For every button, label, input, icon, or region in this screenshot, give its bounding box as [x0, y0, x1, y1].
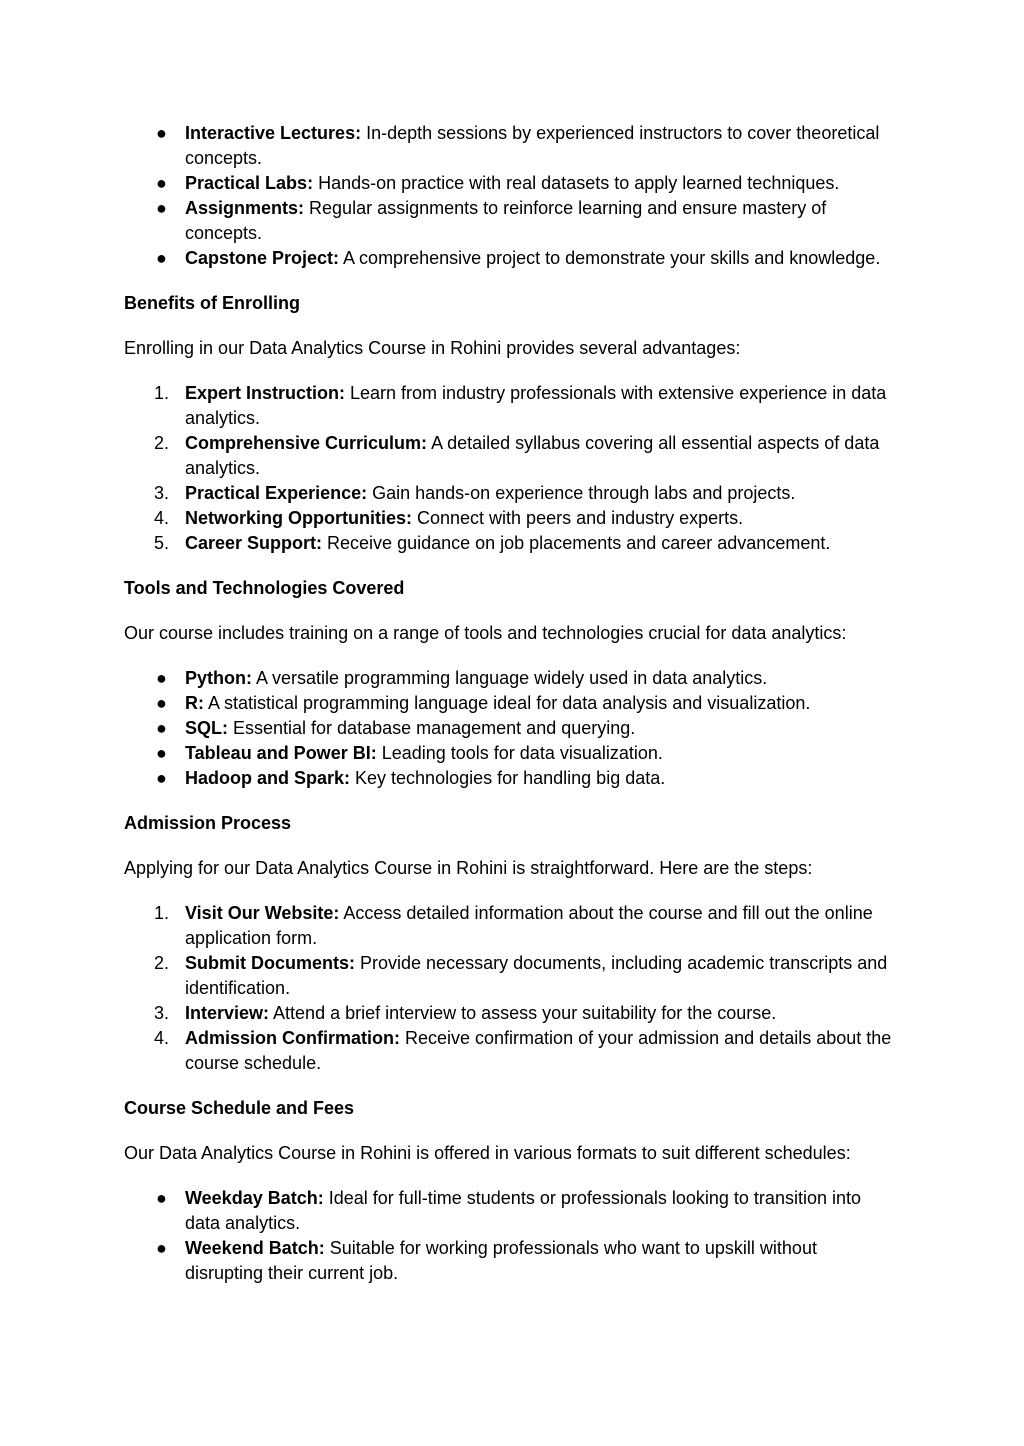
list-item: [124, 766, 900, 791]
list-item-text: In-depth sessions by experienced instructors to cover theoretical concepts.: [185, 123, 880, 168]
list-item-text: Suitable for working professionals who want to upskill without disrupting their current job.: [185, 1238, 817, 1283]
list-item-term: Assignments:: [185, 198, 305, 218]
list-number: 3.: [154, 483, 170, 503]
list-item-body: [185, 1186, 899, 1236]
list-item-term: Weekday Batch:: [185, 1188, 324, 1208]
bullet-marker: ●: [156, 123, 167, 143]
list-item: [124, 691, 900, 716]
admission-intro: Applying for our Data Analytics Course in Rohini is straightforward. Here are the steps:: [124, 858, 813, 878]
list-item-text: Attend a brief interview to assess your suitability for the course.: [269, 1003, 777, 1023]
list-item-body: [185, 121, 899, 171]
list-item: [124, 196, 900, 246]
list-number: 1.: [154, 383, 170, 403]
list-item-text: A versatile programming language widely used in data analytics.: [252, 668, 768, 688]
list-item-term: SQL:: [185, 718, 228, 738]
list-item-body: [185, 901, 899, 951]
list-item-term: R:: [185, 693, 204, 713]
list-item-text: A statistical programming language ideal for data analysis and visualization.: [204, 693, 811, 713]
bullet-marker: ●: [156, 693, 167, 713]
list-item-text: A detailed syllabus covering all essential aspects of data analytics.: [185, 433, 880, 478]
list-item-body: [185, 431, 899, 481]
list-item-term: Practical Labs:: [185, 173, 314, 193]
tools-list: [124, 666, 900, 791]
list-item-body: [185, 691, 899, 716]
list-item-term: Practical Experience:: [185, 483, 368, 503]
list-item-text: Connect with peers and industry experts.: [412, 508, 744, 528]
list-item: [124, 901, 900, 951]
list-item-body: [185, 741, 899, 766]
list-item: [124, 381, 900, 431]
list-item-text: Access detailed information about the course and fill out the online application form.: [185, 903, 873, 948]
list-item-body: [185, 381, 899, 431]
list-item-body: [185, 506, 899, 531]
list-item-term: Admission Confirmation:: [185, 1028, 400, 1048]
list-item: [124, 121, 900, 171]
schedule-list: [124, 1186, 900, 1286]
list-item-body: [185, 171, 899, 196]
list-item: [124, 1001, 900, 1026]
list-item-text: Leading tools for data visualization.: [376, 743, 663, 763]
list-item: [124, 171, 900, 196]
list-item-body: [185, 666, 899, 691]
list-item-term: Comprehensive Curriculum:: [185, 433, 428, 453]
list-item-body: [185, 196, 899, 246]
list-item: [124, 246, 900, 271]
bullet-marker: ●: [156, 1238, 167, 1258]
list-item-text: Provide necessary documents, including academic transcripts and identification.: [185, 953, 888, 998]
list-item-term: Submit Documents:: [185, 953, 356, 973]
bullet-marker: ●: [156, 1188, 167, 1208]
list-number: 3.: [154, 1003, 170, 1023]
bullet-marker: ●: [156, 248, 167, 268]
list-item: [124, 1026, 900, 1076]
list-item-body: [185, 531, 899, 556]
list-item-text: Receive confirmation of your admission and details about the course schedule.: [185, 1028, 892, 1073]
list-number: 4.: [154, 1028, 170, 1048]
list-item-text: A comprehensive project to demonstrate your skills and knowledge.: [339, 248, 881, 268]
section-heading-tools: Tools and Technologies Covered: [124, 578, 405, 598]
bullet-marker: ●: [156, 743, 167, 763]
list-number: 5.: [154, 533, 170, 553]
benefits-list: [124, 381, 900, 556]
admission-steps-list: [124, 901, 900, 1076]
list-item-text: Key technologies for handling big data.: [350, 768, 666, 788]
list-item-text: Gain hands-on experience through labs and projects.: [367, 483, 796, 503]
list-item-term: Interview:: [185, 1003, 270, 1023]
list-item: [124, 431, 900, 481]
bullet-marker: ●: [156, 198, 167, 218]
list-item-text: Learn from industry professionals with extensive experience in data analytics.: [185, 383, 887, 428]
list-item-term: Capstone Project:: [185, 248, 340, 268]
list-number: 4.: [154, 508, 170, 528]
list-item: [124, 1236, 900, 1286]
bullet-marker: ●: [156, 718, 167, 738]
list-item-text: Ideal for full-time students or professionals looking to transition into data analytics.: [185, 1188, 861, 1233]
list-item-body: [185, 1236, 899, 1286]
list-item-term: Career Support:: [185, 533, 323, 553]
section-heading-schedule: Course Schedule and Fees: [124, 1098, 355, 1118]
bullet-marker: ●: [156, 768, 167, 788]
list-item-body: [185, 1026, 899, 1076]
section-heading-benefits: Benefits of Enrolling: [124, 293, 301, 313]
list-item-term: Networking Opportunities:: [185, 508, 412, 528]
list-item-text: Regular assignments to reinforce learning and ensure mastery of concepts.: [185, 198, 827, 243]
list-number: 2.: [154, 433, 170, 453]
list-number: 2.: [154, 953, 170, 973]
list-item-term: Interactive Lectures:: [185, 123, 362, 143]
list-item-body: [185, 766, 899, 791]
tools-intro: Our course includes training on a range of tools and technologies crucial for data analytics:: [124, 623, 847, 643]
schedule-intro: Our Data Analytics Course in Rohini is offered in various formats to suit different schedules:: [124, 1143, 851, 1163]
benefits-intro: Enrolling in our Data Analytics Course in Rohini provides several advantages:: [124, 338, 741, 358]
list-item-term: Python:: [185, 668, 252, 688]
section-heading-admission: Admission Process: [124, 813, 292, 833]
list-item-body: [185, 1001, 899, 1026]
list-item-body: [185, 246, 899, 271]
list-item-term: Tableau and Power BI:: [185, 743, 377, 763]
list-item-text: Hands-on practice with real datasets to apply learned techniques.: [313, 173, 840, 193]
list-item: [124, 951, 900, 1001]
list-item-text: Receive guidance on job placements and career advancement.: [322, 533, 831, 553]
list-item-term: Expert Instruction:: [185, 383, 346, 403]
list-item: [124, 531, 900, 556]
list-item: [124, 506, 900, 531]
list-item-term: Weekend Batch:: [185, 1238, 325, 1258]
list-item: [124, 481, 900, 506]
list-item-body: [185, 481, 899, 506]
list-item-body: [185, 716, 899, 741]
list-item: [124, 1186, 900, 1236]
list-number: 1.: [154, 903, 170, 923]
bullet-marker: ●: [156, 173, 167, 193]
list-item-term: Visit Our Website:: [185, 903, 340, 923]
list-item: [124, 716, 900, 741]
list-item-text: Essential for database management and querying.: [228, 718, 636, 738]
list-item: [124, 666, 900, 691]
list-item-term: Hadoop and Spark:: [185, 768, 351, 788]
bullet-marker: ●: [156, 668, 167, 688]
list-item-body: [185, 951, 899, 1001]
list-item: [124, 741, 900, 766]
features-list: [124, 121, 900, 271]
